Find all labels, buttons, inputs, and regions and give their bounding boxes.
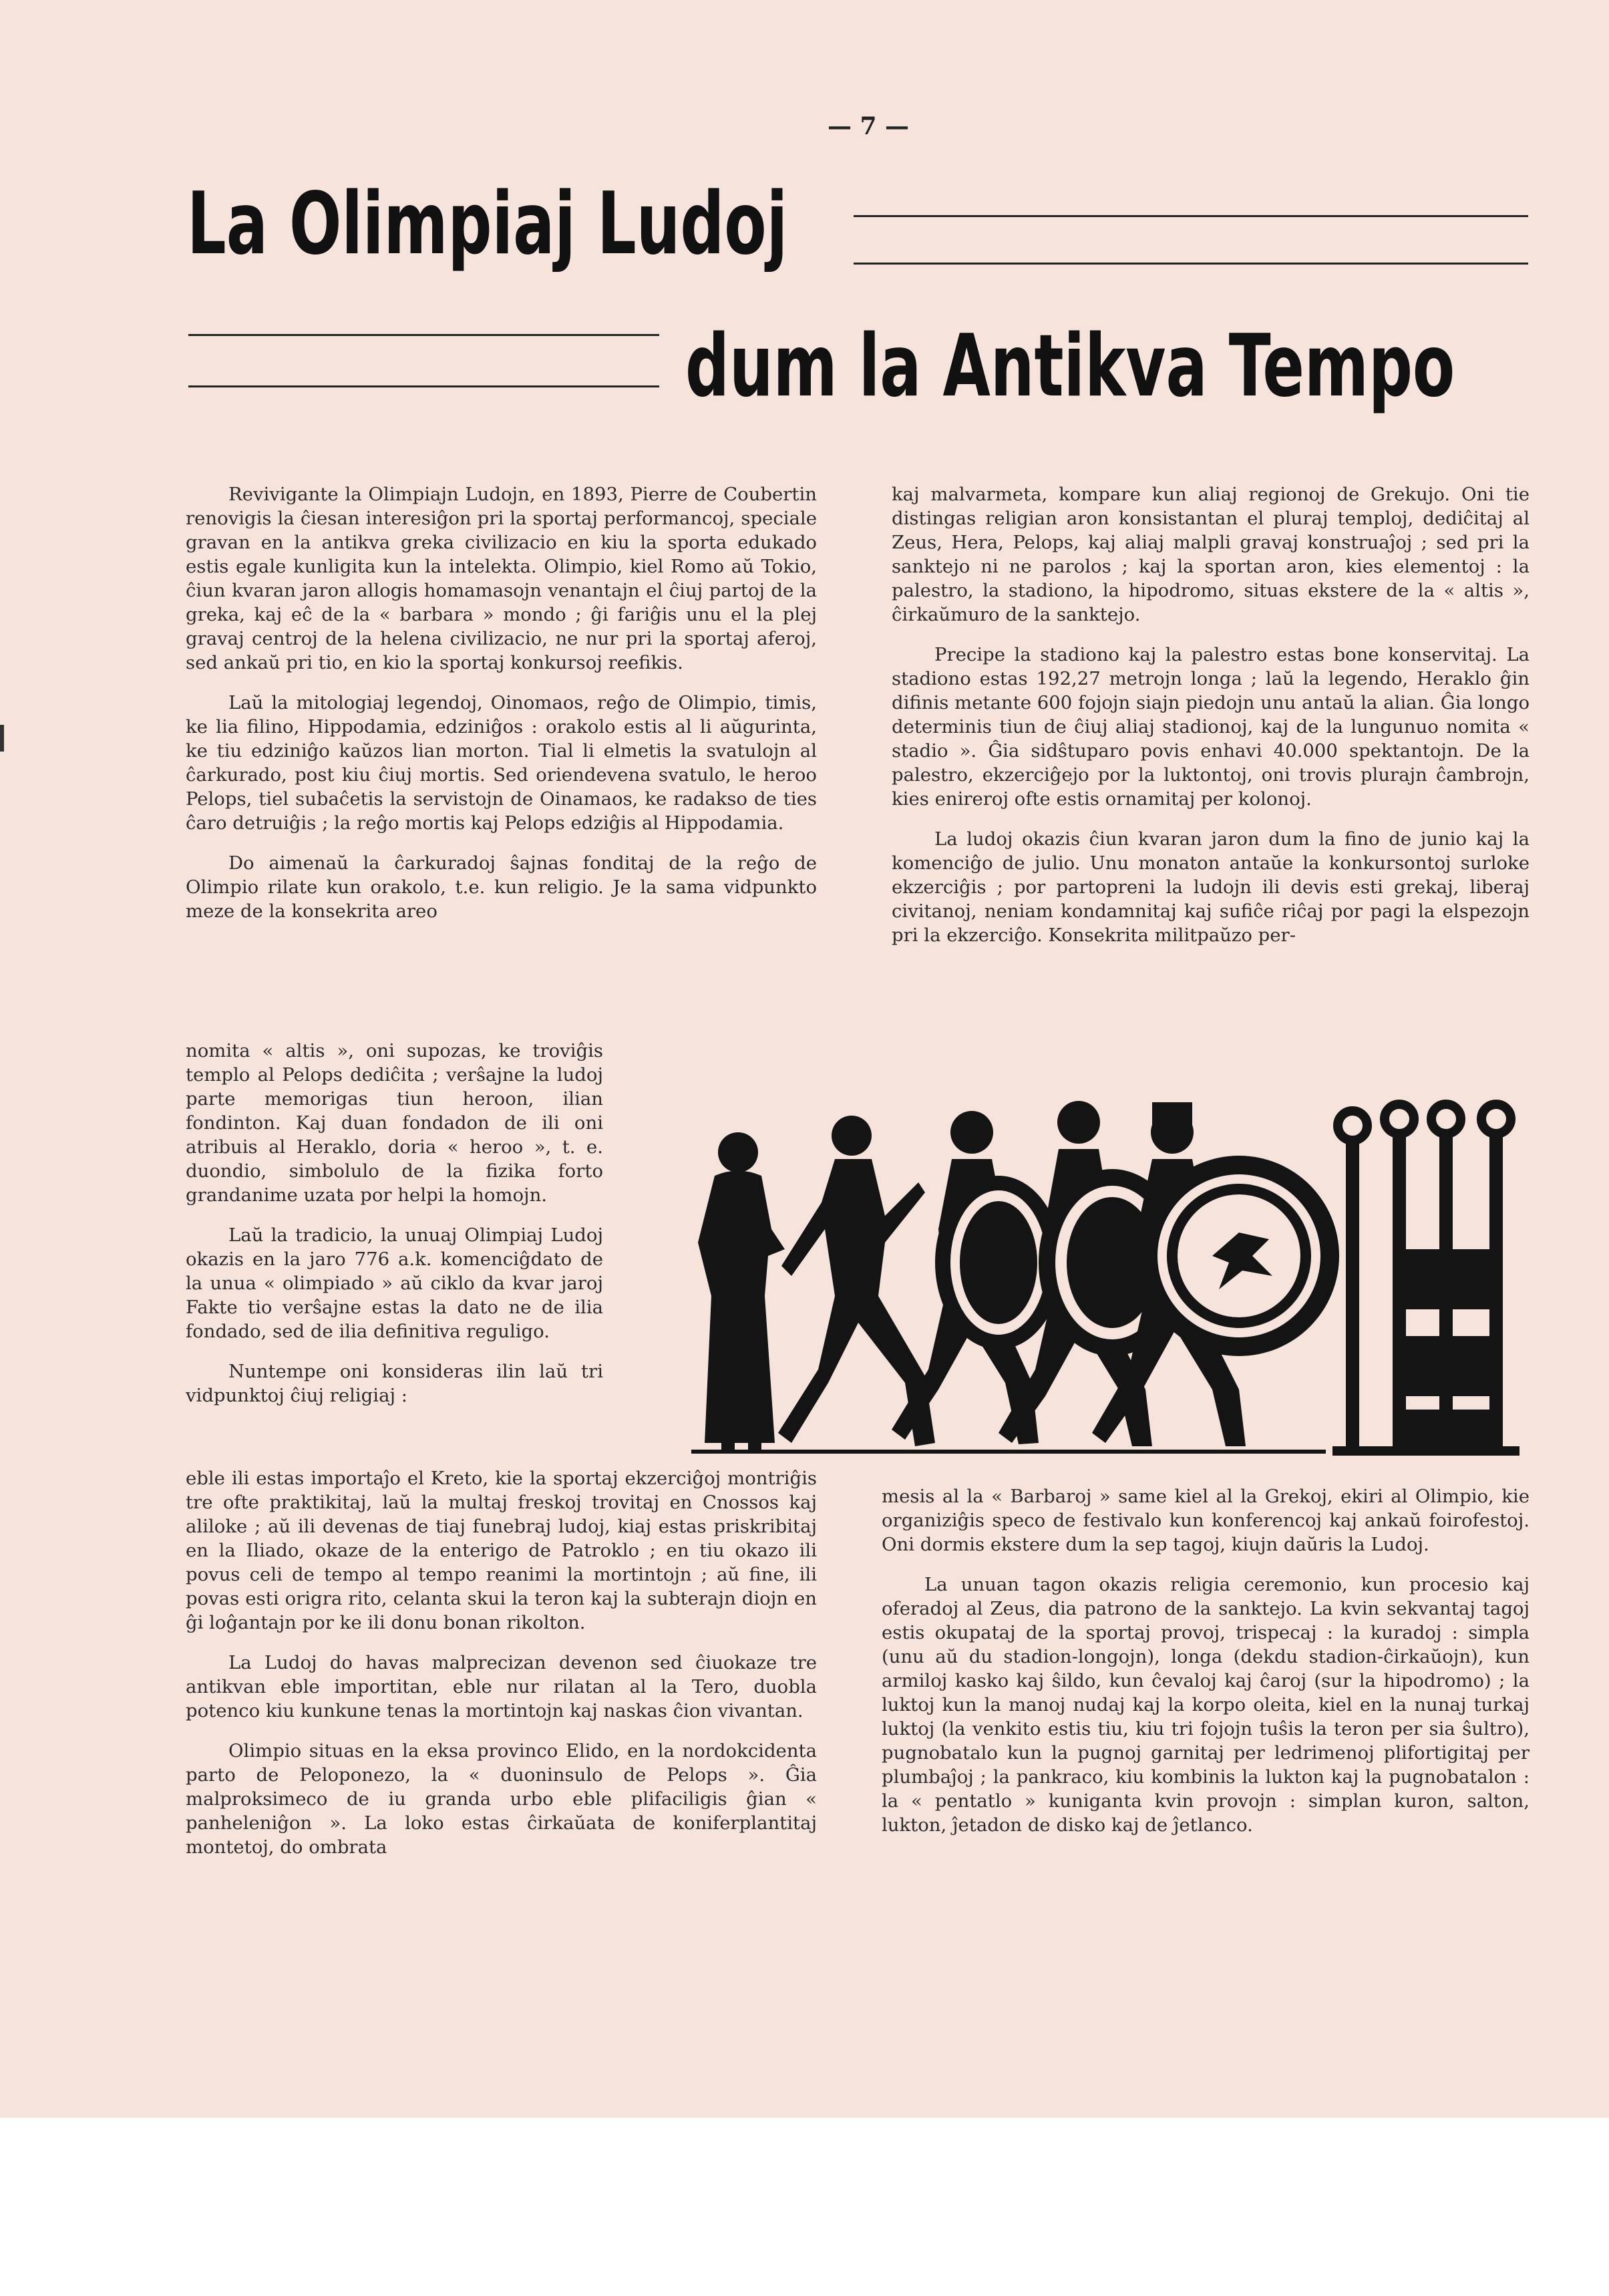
paragraph: Laŭ la mitologiaj legendoj, Oinomaos, reĝo de Olimpio, timis, ke lia filino, Hippodamia, edziniĝos : orakolo estis al li aŭgurinta, ke tiu edziniĝo kaŭzos lian morton. Tial li elmetis la svatulojn al ĉarkurado, post kiu ĉiuj mortis. Sed oriendevena svatulo, le heroo Pelops, tiel subaĉetis la servistojn de Oinamaos, ke radakso de ties ĉaro detruiĝis ; la reĝo mortis kaj Pelops edziĝis al Hippodamia. bbox=[186, 692, 817, 834]
robed-figure-icon bbox=[698, 1132, 785, 1453]
headline-rule-4 bbox=[188, 385, 659, 387]
headline-rule-2 bbox=[854, 263, 1528, 265]
headline-rule-3 bbox=[188, 334, 659, 336]
paragraph: Laŭ la tradicio, la unuaj Olimpiaj Ludoj okazis en la jaro 776 a.k. komenciĝdato de la unua « olimpiado » aŭ ciklo da kvar jaroj Fakte tio verŝajne estas la dato ne de ilia fondado, sed de ilia definitiva reguligo. bbox=[186, 1224, 603, 1342]
paragraph: eble ili estas importaĵo el Kreto, kie la sportaj ekzerciĝoj montriĝis tre ofte praktikitaj, laŭ la multaj freskoj trovitaj en Cnossos kaj aliloke ; aŭ ili devenas de tiaj funebraj ludoj, kiaj estas priskribitaj en la Iliado, okaze de la enterigo de Patroklo ; en tiu okazo ili povus celi de tempo al tempo reanimi la mortintojn ; aŭ fine, ili povas esti origra rito, celanta skui la teron kaj la subterajn diojn en ĝi loĝantajn por ke ili donu bonan rikolton. bbox=[186, 1468, 817, 1633]
page-number: — 7 — bbox=[827, 112, 910, 140]
paragraph: kaj malvarmeta, kompare kun aliaj regionoj de Grekujo. Oni tie distingas religian aron konsistantan el pluraj temploj, dediĉitaj al Zeus, Hera, Pelops, kaj aliaj malpli gravaj konstruaĵoj ; sed pri la sanktejo ni ne parolos ; kaj la sportan aron, kies elementoj : la palestro, la stadiono, la hipodromo, situas ekstere de la « altis », ĉirkaŭmuro de la sanktejo. bbox=[892, 484, 1530, 625]
article-column-right-top bbox=[892, 482, 1530, 963]
paragraph: mesis al la « Barbaroj » same kiel al la Grekoj, ekiri al Olimpio, kie organiziĝis speco de festivalo kun konferencoj kaj ankaŭ foirofestoj. Oni dormis ekstere dum la sep tagoj, kiujn daŭris la Ludoj. bbox=[882, 1486, 1530, 1555]
paragraph: La unuan tagon okazis religia ceremonio, kun procesio kaj oferadoj al Zeus, dia patrono de la sanktejo. La kvin sekvantaj tagoj estis okupataj de la sportaj provoj, trispecaj : la kuradoj : simpla (unu aŭ du stadion-longojn), longa (dekdu stadion-ĉirkaŭojn), kun armiloj kasko kaj ŝildo, kun ĉevaloj kaj ĉaroj (sur la hipodromo) ; la luktoj kun la manoj nudaj kaj la korpo oleita, kiel en la nunaj turkaj luktoj (la venkito estis tiu, kiu tri fojojn tuŝis la teron per sia ŝultro), pugnobatalo kun la pugnoj garnitaj per ledrimenoj plifortigitaj per plumbaĵoj ; la pankraco, kiu kombinis la lukton kaj la pugnobatalon : la « pentatlo » kuniganta kvin provojn : simplan kuron, salton, lukton, ĵetadon de disko kaj de ĵetlanco. bbox=[882, 1574, 1530, 1836]
paragraph: Revivigante la Olimpiajn Ludojn, en 1893, Pierre de Coubertin renovigis la ĉiesan interesiĝon pri la sportaj performancoj, speciale gravan en la antikva greka civilizacio en kiu la sporta edukado estis egale kunligita kun la intelekta. Olimpio, kiel Romo aŭ Tokio, ĉiun kvaran jaron allogis homamasojn venantajn el ĉiuj partoj de la greka, kaj eĉ de la « barbara » mondo ; ĝi fariĝis unu el la plej gravaj centroj de la helena civilizacio, ne nur pri la sportaj aferoj, sed ankaŭ pri tio, en kio la sportaj konkursoj reefikis. bbox=[186, 484, 817, 673]
article-column-left-bottom bbox=[186, 1466, 817, 1875]
paragraph: Precipe la stadiono kaj la palestro estas bone konservitaj. La stadiono estas 192,27 metrojn longa ; laŭ la legendo, Heraklo ĝin difinis metante 600 fojojn siajn piedojn unu antaŭ la alian. Ĝia longo determinis tiun de ĉiuj aliaj stadionoj, kaj de la lungunuo nomita « stadio ». Ĝia sidŝtuparo povis enhavi 40.000 spektantojn. De la palestro, ekzerciĝejo por la luktontoj, oni trovis plurajn ĉambrojn, kies enireroj ofte estis ornamitaj per kolonoj. bbox=[892, 644, 1530, 810]
article-column-left-top bbox=[186, 482, 817, 923]
runner-figure-icon bbox=[778, 1116, 935, 1446]
article-column-left-narrow bbox=[186, 1039, 603, 1408]
headline-rule-1 bbox=[854, 215, 1528, 217]
column-rack-icon bbox=[1332, 1104, 1519, 1456]
paragraph: nomita « altis », oni supozas, ke troviĝis templo al Pelops dediĉita ; verŝajne la ludoj parte memorigas tiun heroon, ilian fondinton. Kaj duan fondadon de ili oni atribuis al Heraklo, doria « heroo », t. e. duondio, simbolulo de la fizika forto grandanime uzata por helpi la homojn. bbox=[186, 1040, 603, 1206]
binding-mark bbox=[0, 725, 4, 752]
greek-vase-runners-illustration bbox=[685, 1096, 1530, 1470]
headline-line-2: dum la Antikva Tempo bbox=[685, 317, 1455, 416]
headline-line-1: La Olimpiaj Ludoj bbox=[187, 174, 788, 274]
paragraph: Nuntempe oni konsideras ilin laŭ tri vidpunktoj ĉiuj religiaj : bbox=[186, 1361, 603, 1406]
paragraph: Do aimenaŭ la ĉarkuradoj ŝajnas fonditaj de la reĝo de Olimpio rilate kun orakolo, t.e. kun religio. Je la sama vidpunkto meze de la konsekrita areo bbox=[186, 852, 817, 922]
paragraph: Olimpio situas en la eksa provinco Elido, en la nordokcidenta parto de Peloponezo, la « duoninsulo de Pelops ». Ĝia malproksimeco de iu granda urbo eble plifaciligis ĝian « panheleniĝon ». La loko estas ĉirkaŭata de koniferplantitaj montetoj, do ombrata bbox=[186, 1740, 817, 1858]
article-column-right-bottom bbox=[882, 1484, 1530, 1853]
paragraph: La ludoj okazis ĉiun kvaran jaron dum la fino de junio kaj la komenciĝo de julio. Unu monaton antaŭe la konkursontoj surloke ekzerciĝis ; por partopreni la ludojn ili devis esti grekaj, liberaj civitanoj, neniam kondamnitaj kaj sufiĉe riĉaj por pagi la elspezojn pri la ekzerciĝo. Konsekrita militpaŭzo per- bbox=[892, 828, 1530, 946]
paragraph: La Ludoj do havas malprecizan devenon sed ĉiuokaze tre antikvan eble importitan, eble nur rilatan al la Tero, duobla potenco kiu kunkune tenas la mortintojn kaj naskas ĉion vivantan. bbox=[186, 1652, 817, 1721]
